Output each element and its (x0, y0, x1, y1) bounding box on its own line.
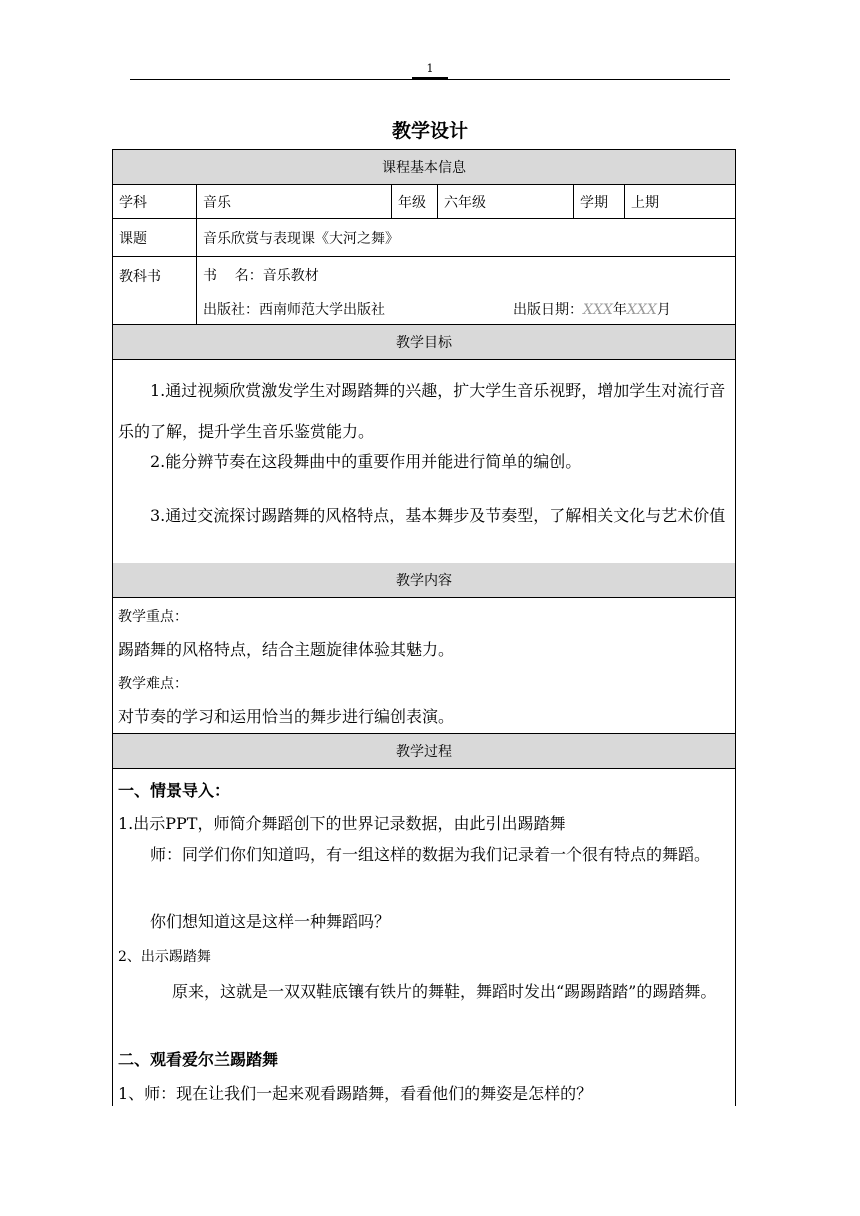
pub-year: XXX (583, 302, 613, 318)
month-char: 月 (656, 302, 671, 318)
subject-label: 学科 (119, 194, 147, 211)
objective-1: 1.通过视频欣赏激发学生对踢踏舞的兴趣，扩大学生音乐视野，增加学生对流行音乐的了解，提升学生音乐鉴赏能力。 (118, 381, 726, 441)
teacher-line: 师：同学们你们知道吗，有一组这样的数据为我们记录着一个很有特点的舞蹈。 (150, 845, 711, 864)
topic-row (113, 219, 735, 257)
textbook-row (113, 257, 735, 325)
objectives-body (113, 360, 735, 568)
pub-month: XXX (626, 302, 657, 318)
key-points-label: 教学重点： (118, 609, 188, 625)
term-label: 学期 (580, 194, 608, 211)
header-rule (130, 79, 730, 80)
difficulty-label: 教学难点： (118, 676, 188, 692)
content-body (113, 598, 735, 734)
textbook-details (197, 257, 735, 324)
term-value: 上期 (631, 194, 659, 211)
process-body (113, 769, 735, 1109)
subject-row (113, 185, 735, 219)
textbook-label: 教科书 (119, 269, 161, 285)
step-3: 1、师：现在让我们一起来观看踢踏舞，看看他们的舞姿是怎样的？ (118, 1084, 593, 1103)
reveal-line: 原来，这就是一双双鞋底镶有铁片的舞鞋，舞蹈时发出“踢踢踏踏”的踢踏舞。 (172, 982, 717, 1001)
subject-value: 音乐 (203, 194, 231, 211)
key-points-text: 踢踏舞的风格特点，结合主题旋律体验其魅力。 (118, 640, 455, 659)
header-rule-accent (412, 77, 448, 79)
grade-label: 年级 (398, 194, 426, 211)
pub-date-label: 出版日期： (513, 302, 583, 318)
objectives-band (113, 325, 735, 360)
step-1: 1.出示PPT，师简介舞蹈创下的世界记录数据，由此引出踢踏舞 (118, 814, 566, 833)
year-char: 年 (612, 302, 627, 318)
difficulty-text: 对节奏的学习和运用恰当的舞步进行编创表演。 (118, 707, 455, 726)
objective-2: 2.能分辨节奏在这段舞曲中的重要作用并能进行简单的编创。 (150, 452, 582, 471)
basic-info-band (113, 150, 735, 185)
question-line: 你们想知道这是这样一种舞蹈吗？ (150, 912, 391, 931)
book-name: 书 名：音乐教材 (203, 268, 319, 284)
topic-value: 音乐欣赏与表现课《大河之舞》 (203, 230, 399, 247)
objectives-band-label: 教学目标 (396, 335, 452, 351)
section-2-title: 二、观看爱尔兰踢踏舞 (118, 1050, 279, 1069)
section-1-title: 一、情景导入： (118, 781, 231, 800)
process-band-label: 教学过程 (396, 744, 452, 760)
content-band-label: 教学内容 (396, 573, 452, 589)
basic-info-band-label: 课程基本信息 (382, 160, 466, 176)
grade-value: 六年级 (444, 194, 486, 211)
objective-3: 3.通过交流探讨踢踏舞的风格特点，基本舞步及节奏型，了解相关文化与艺术价值 (150, 506, 726, 525)
document-title: 教学设计 (391, 120, 468, 142)
page-number: 1 (426, 62, 434, 75)
process-band (113, 734, 735, 769)
step-2: 2、出示踢踏舞 (118, 949, 211, 965)
topic-label: 课题 (119, 230, 147, 247)
content-band (113, 563, 735, 598)
lesson-plan-table (112, 149, 736, 1106)
publish-date (513, 299, 671, 319)
publisher: 出版社：西南师范大学出版社 (203, 302, 385, 318)
